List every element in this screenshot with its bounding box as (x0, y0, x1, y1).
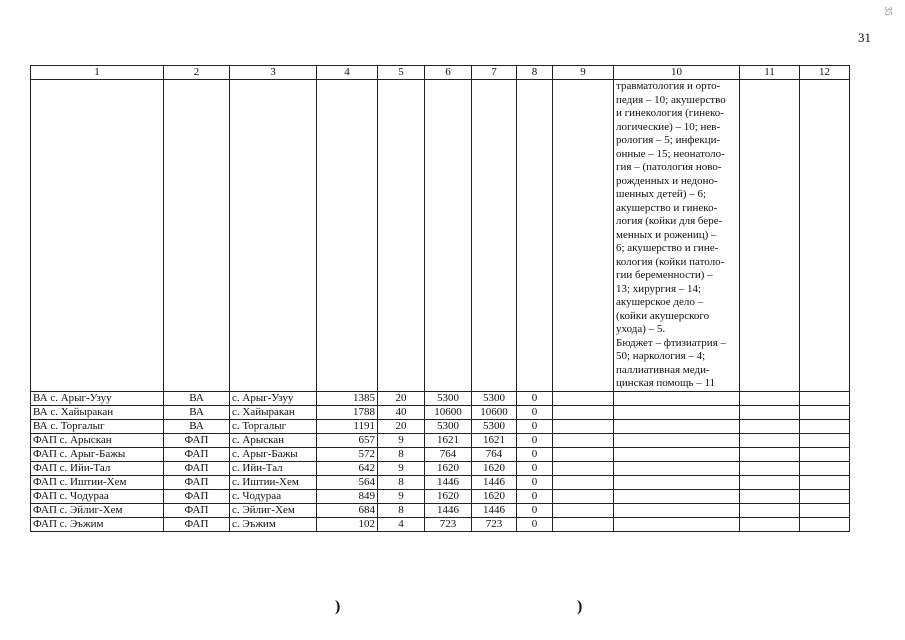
notes-line: цинская помощь – 11 (616, 377, 716, 389)
cell-col-8: 0 (517, 391, 553, 405)
header-cell: 2 (164, 66, 230, 80)
page-number: 31 (858, 30, 871, 45)
cell-col-7: 1620 (472, 489, 517, 503)
cell-col-3: с. Иштии-Хем (230, 475, 317, 489)
cell-col-8: 0 (517, 461, 553, 475)
cell-col-2: ФАП (164, 517, 230, 531)
cell-col-2: ВА (164, 391, 230, 405)
cell-col-2: ВА (164, 419, 230, 433)
notes-line: 13; хирургия – 14; (616, 282, 702, 295)
empty-cell (614, 419, 740, 433)
notes-line: и гинекология (гинеко- (616, 107, 724, 119)
cell-col-6: 1620 (425, 461, 472, 475)
empty-cell (740, 503, 800, 517)
cell-col-1: ФАП с. Чодураа (31, 489, 164, 503)
cell-col-1: ВА с. Арыг-Узуу (31, 391, 164, 405)
cell-col-3: с. Хайыракан (230, 405, 317, 419)
empty-cell (614, 391, 740, 405)
table-row (31, 447, 850, 461)
empty-cell (614, 517, 740, 531)
cell-col-3: с. Чодураа (230, 489, 317, 503)
notes-line: Бюджет – фтизиатрия – (616, 336, 727, 349)
empty-cell (800, 391, 850, 405)
cell-col-5: 9 (378, 461, 425, 475)
notes-line: логические) – 10; нев- (616, 120, 721, 133)
cell-col-7: 723 (472, 517, 517, 531)
cell-col-5: 8 (378, 475, 425, 489)
table-row (31, 419, 850, 433)
cell-col-4: 564 (317, 475, 378, 489)
cell-col-4: 102 (317, 517, 378, 531)
cell-col-5: 20 (378, 419, 425, 433)
cell-col-6: 10600 (425, 405, 472, 419)
empty-cell (800, 433, 850, 447)
notes-line: 6; акушерство и гине- (616, 242, 719, 254)
cell-col-3: с. Ийи-Тал (230, 461, 317, 475)
cell-col-6: 1446 (425, 475, 472, 489)
table-row (31, 489, 850, 503)
cell-col-6: 1621 (425, 433, 472, 447)
empty-cell (553, 475, 614, 489)
header-row (31, 66, 850, 80)
notes-line: акушерство и гинеко- (616, 201, 718, 214)
cell-col-7: 1620 (472, 461, 517, 475)
notes-line: паллиативная меди- (616, 363, 710, 376)
cell-col-7: 1621 (472, 433, 517, 447)
cell-col-2: ФАП (164, 489, 230, 503)
header-cell: 1 (31, 66, 164, 80)
notes-line: педия – 10; акушерство (616, 93, 726, 106)
empty-cell (553, 517, 614, 531)
empty-cell (740, 447, 800, 461)
header-cell: 8 (517, 66, 553, 80)
cell-col-7: 5300 (472, 419, 517, 433)
cell-col-1: ФАП с. Иштии-Хем (31, 475, 164, 489)
cell-col-3: с. Арыг-Бажы (230, 447, 317, 461)
notes-line: рожденных и недоно- (616, 174, 718, 187)
notes-line: 50; наркология – 4; (616, 350, 706, 362)
cell-col-5: 8 (378, 447, 425, 461)
empty-cell (800, 419, 850, 433)
cell-col-4: 849 (317, 489, 378, 503)
cell-col-7: 1446 (472, 503, 517, 517)
header-cell: 12 (800, 66, 850, 80)
cell-col-2: ФАП (164, 503, 230, 517)
cell-col-8: 0 (517, 475, 553, 489)
empty-cell (553, 419, 614, 433)
table-row (31, 461, 850, 475)
cell-col-5: 8 (378, 503, 425, 517)
cell-col-3: с. Эъжим (230, 517, 317, 531)
cell-col-7: 10600 (472, 405, 517, 419)
empty-cell (800, 405, 850, 419)
cell-col-4: 642 (317, 461, 378, 475)
empty-cell (800, 475, 850, 489)
empty-cell (740, 461, 800, 475)
header-cell: 11 (740, 66, 800, 80)
empty-cell (614, 489, 740, 503)
empty-cell (740, 419, 800, 433)
empty-cell (740, 405, 800, 419)
cell-col-4: 1788 (317, 405, 378, 419)
empty-cell (800, 447, 850, 461)
cell-col-8: 0 (517, 517, 553, 531)
header-cell: 6 (425, 66, 472, 80)
cell-col-1: ВА с. Хайыракан (31, 405, 164, 419)
notes-line: шенных детей) – 6; (616, 188, 707, 200)
notes-cell (614, 80, 740, 392)
cell-col-6: 1620 (425, 489, 472, 503)
notes-line: ухода) – 5. (616, 323, 666, 335)
cell-col-7: 5300 (472, 391, 517, 405)
header-cell: 7 (472, 66, 517, 80)
table-row (31, 405, 850, 419)
cell-col-5: 9 (378, 489, 425, 503)
empty-cell (553, 461, 614, 475)
table-row (31, 475, 850, 489)
empty-cell (800, 489, 850, 503)
cell-col-5: 4 (378, 517, 425, 531)
bottom-mark-left: ) (335, 598, 341, 615)
cell-col-8: 0 (517, 447, 553, 461)
empty-cell (553, 433, 614, 447)
cell-col-8: 0 (517, 503, 553, 517)
cell-col-1: ФАП с. Эйлиг-Хем (31, 503, 164, 517)
empty-cell (614, 433, 740, 447)
continuation-row (31, 80, 850, 392)
empty-cell (740, 489, 800, 503)
notes-line: логия (койки для бере- (616, 215, 723, 227)
empty-cell (800, 503, 850, 517)
cell-col-4: 684 (317, 503, 378, 517)
cell-col-2: ВА (164, 405, 230, 419)
cell-col-4: 572 (317, 447, 378, 461)
data-table (30, 65, 850, 532)
cell-col-5: 9 (378, 433, 425, 447)
table-row (31, 517, 850, 531)
cell-col-4: 1191 (317, 419, 378, 433)
cell-col-8: 0 (517, 419, 553, 433)
cell-col-6: 5300 (425, 391, 472, 405)
cell-col-3: с. Арыскан (230, 433, 317, 447)
notes-line: гии беременности) – (616, 269, 713, 281)
empty-cell (740, 475, 800, 489)
notes-line: менных и рожениц) – (616, 228, 717, 241)
cell-col-5: 20 (378, 391, 425, 405)
header-cell: 4 (317, 66, 378, 80)
notes-line: (койки акушерского (616, 309, 710, 322)
notes-line: гия – (патология ново- (616, 161, 722, 173)
empty-cell (553, 391, 614, 405)
notes-line: травматология и орто- (616, 80, 721, 92)
empty-cell (740, 517, 800, 531)
empty-cell (740, 433, 800, 447)
cell-col-1: ФАП с. Арыскан (31, 433, 164, 447)
cell-col-6: 1446 (425, 503, 472, 517)
cell-col-1: ВА с. Торгалыг (31, 419, 164, 433)
cell-col-4: 657 (317, 433, 378, 447)
notes-line: кология (койки патоло- (616, 255, 725, 268)
cell-col-2: ФАП (164, 461, 230, 475)
cell-col-6: 764 (425, 447, 472, 461)
corner-mark: 35 (883, 6, 894, 16)
notes-line: акушерское дело – (616, 296, 704, 308)
empty-cell (553, 503, 614, 517)
bottom-mark-right: ) (577, 598, 583, 615)
cell-col-1: ФАП с. Эъжим (31, 517, 164, 531)
header-cell: 5 (378, 66, 425, 80)
header-cell: 3 (230, 66, 317, 80)
notes-line: онные – 15; неонатоло- (616, 147, 725, 160)
cell-col-8: 0 (517, 489, 553, 503)
cell-col-3: с. Торгалыг (230, 419, 317, 433)
table-row (31, 391, 850, 405)
empty-cell (614, 405, 740, 419)
cell-col-2: ФАП (164, 447, 230, 461)
cell-col-1: ФАП с. Арыг-Бажы (31, 447, 164, 461)
empty-cell (614, 447, 740, 461)
empty-cell (800, 461, 850, 475)
empty-cell (614, 503, 740, 517)
cell-col-6: 5300 (425, 419, 472, 433)
cell-col-4: 1385 (317, 391, 378, 405)
empty-cell (800, 517, 850, 531)
empty-cell (614, 475, 740, 489)
cell-col-6: 723 (425, 517, 472, 531)
cell-col-3: с. Эйлиг-Хем (230, 503, 317, 517)
empty-cell (553, 489, 614, 503)
cell-col-2: ФАП (164, 475, 230, 489)
header-cell: 9 (553, 66, 614, 80)
cell-col-5: 40 (378, 405, 425, 419)
cell-col-7: 1446 (472, 475, 517, 489)
cell-col-8: 0 (517, 433, 553, 447)
notes-line: рология – 5; инфекци- (616, 134, 721, 146)
empty-cell (553, 405, 614, 419)
cell-col-7: 764 (472, 447, 517, 461)
cell-col-2: ФАП (164, 433, 230, 447)
empty-cell (614, 461, 740, 475)
empty-cell (553, 447, 614, 461)
cell-col-8: 0 (517, 405, 553, 419)
cell-col-1: ФАП с. Ийи-Тал (31, 461, 164, 475)
empty-cell (740, 391, 800, 405)
cell-col-3: с. Арыг-Узуу (230, 391, 317, 405)
table-row (31, 503, 850, 517)
table-row (31, 433, 850, 447)
header-cell: 10 (614, 66, 740, 80)
